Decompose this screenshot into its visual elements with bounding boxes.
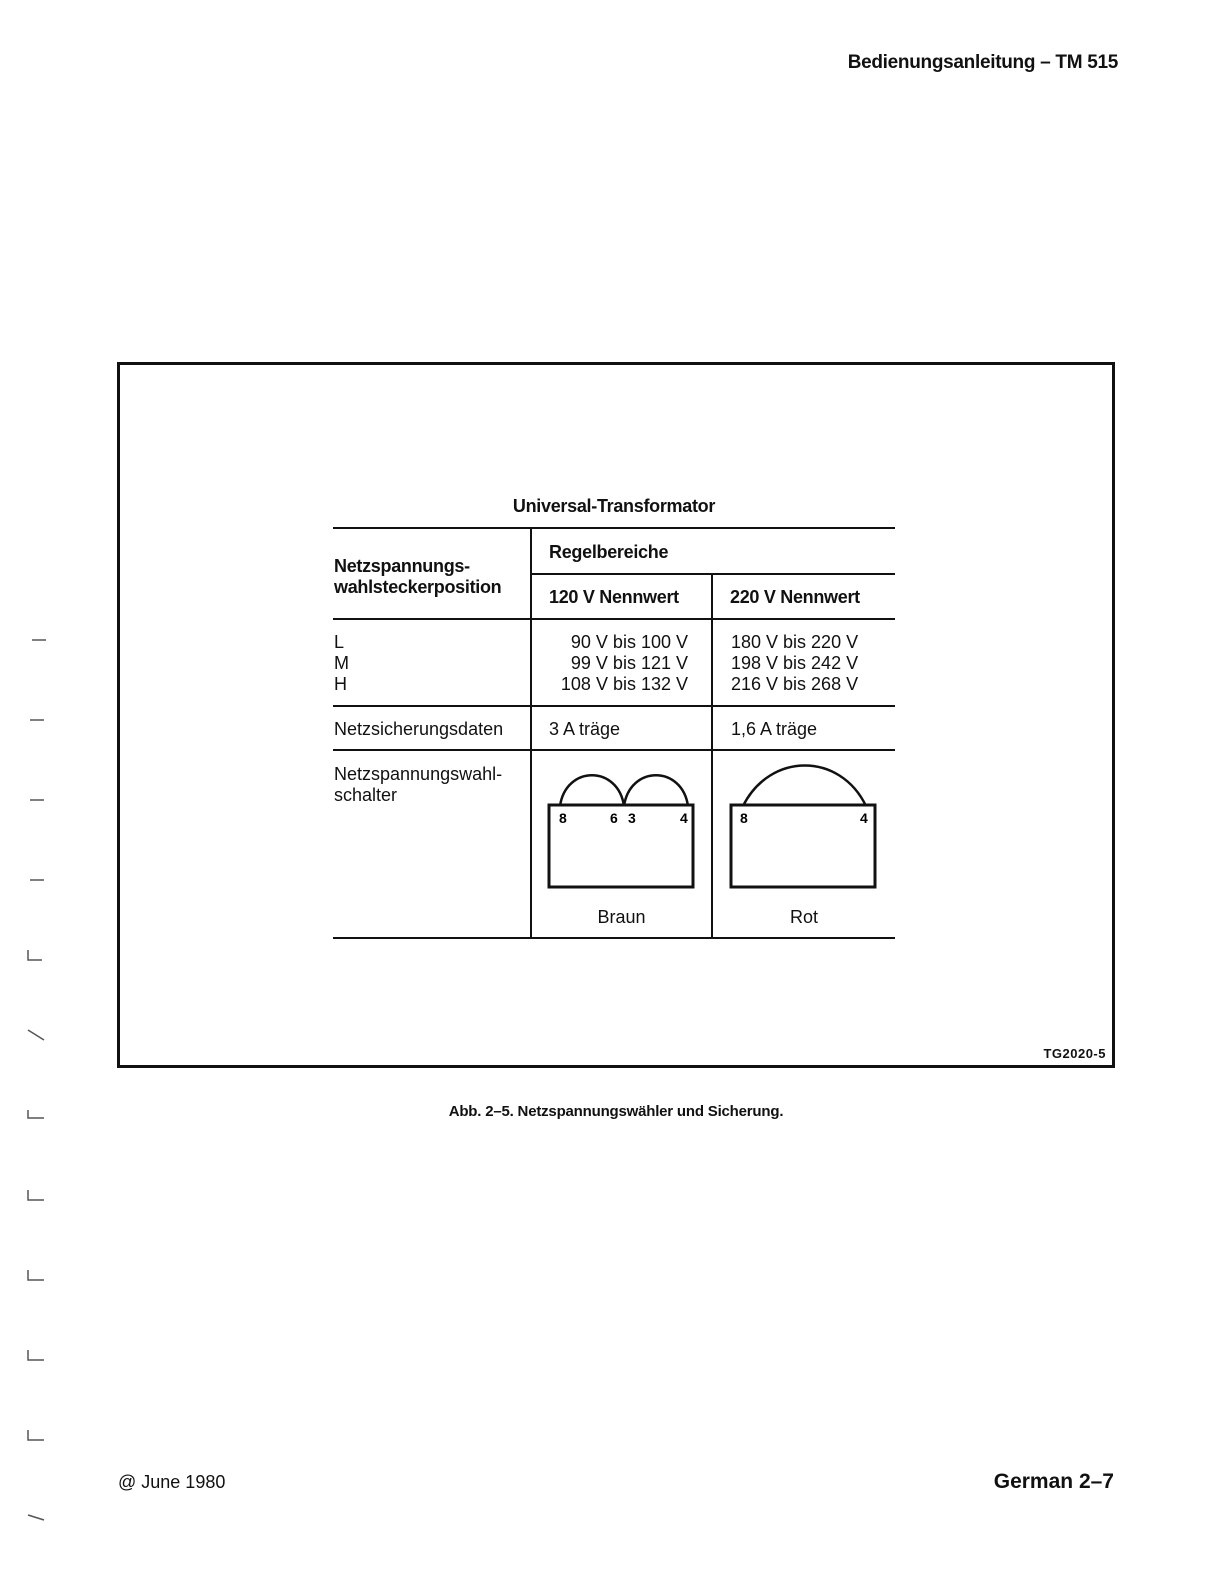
range-220-item: 216 V bis 268 V bbox=[731, 674, 859, 694]
position-item: M bbox=[334, 653, 349, 673]
col1-header-line1: Netzspannungs- bbox=[334, 556, 470, 576]
table-rule-top bbox=[333, 527, 895, 529]
margin-mark bbox=[28, 1110, 44, 1118]
table-divider-2 bbox=[711, 574, 713, 939]
range-120-item: 108 V bis 132 V bbox=[560, 674, 688, 694]
margin-mark bbox=[28, 1515, 44, 1520]
margin-mark bbox=[28, 1190, 44, 1200]
switch-rot-pin: 4 bbox=[860, 810, 868, 826]
table-rule-fuse-bottom bbox=[333, 749, 895, 751]
switch-braun-pin: 6 bbox=[610, 810, 618, 826]
col2-header: 120 V Nennwert bbox=[549, 587, 679, 607]
position-item: L bbox=[334, 632, 345, 652]
switch-label-line2: schalter bbox=[334, 785, 398, 805]
range-120-item: 90 V bis 100 V bbox=[570, 632, 688, 652]
switch-rot-color-label: Rot bbox=[789, 907, 818, 927]
switch-label-line1: Netzspannungswahl- bbox=[334, 764, 503, 784]
margin-mark bbox=[28, 1430, 44, 1440]
range-120-item: 99 V bis 121 V bbox=[570, 653, 688, 673]
scan-margin-marks bbox=[20, 230, 60, 1530]
margin-mark bbox=[28, 1350, 44, 1360]
position-list bbox=[334, 632, 349, 695]
group-header: Regelbereiche bbox=[549, 542, 669, 562]
table-rule-header-bottom bbox=[333, 618, 895, 620]
col3-header: 220 V Nennwert bbox=[730, 587, 860, 607]
fuse-120: 3 A träge bbox=[549, 719, 621, 739]
switch-label bbox=[334, 764, 502, 806]
figure-caption: Abb. 2–5. Netzspannungswähler und Sicherung. bbox=[448, 1103, 784, 1120]
table-rule-ranges-bottom bbox=[333, 705, 895, 707]
figure-id-label: TG2020-5 bbox=[1043, 1046, 1106, 1061]
switch-braun-pin: 8 bbox=[559, 810, 567, 826]
table-divider-1 bbox=[530, 528, 532, 939]
col1-header bbox=[334, 556, 524, 598]
switch-braun-pin: 3 bbox=[628, 810, 636, 826]
fuse-label: Netzsicherungsdaten bbox=[334, 719, 504, 739]
col1-header-line2: wahlsteckerposition bbox=[334, 577, 502, 597]
position-item: H bbox=[334, 674, 347, 694]
table-rule-subheader bbox=[531, 573, 895, 575]
fuse-220: 1,6 A träge bbox=[731, 719, 818, 739]
range-220-item: 198 V bis 242 V bbox=[731, 653, 859, 673]
switch-rot-pin: 8 bbox=[740, 810, 748, 826]
range-220-item: 180 V bis 220 V bbox=[731, 632, 859, 652]
table-rule-bottom bbox=[333, 937, 895, 939]
page-header-title: Bedienungsanleitung – TM 515 bbox=[847, 52, 1118, 73]
footer-date: @ June 1980 bbox=[118, 1472, 226, 1492]
figure-frame bbox=[117, 362, 1115, 1068]
ranges-220-list bbox=[731, 632, 858, 695]
margin-mark bbox=[28, 950, 42, 960]
margin-mark bbox=[28, 1270, 44, 1280]
switch-braun-color-label: Braun bbox=[597, 907, 646, 927]
ranges-120-list bbox=[540, 632, 688, 695]
footer-page-number: German 2–7 bbox=[993, 1470, 1114, 1493]
margin-mark bbox=[28, 1030, 44, 1040]
table-title: Universal-Transformator bbox=[512, 496, 716, 516]
switch-braun-pin: 4 bbox=[680, 810, 688, 826]
